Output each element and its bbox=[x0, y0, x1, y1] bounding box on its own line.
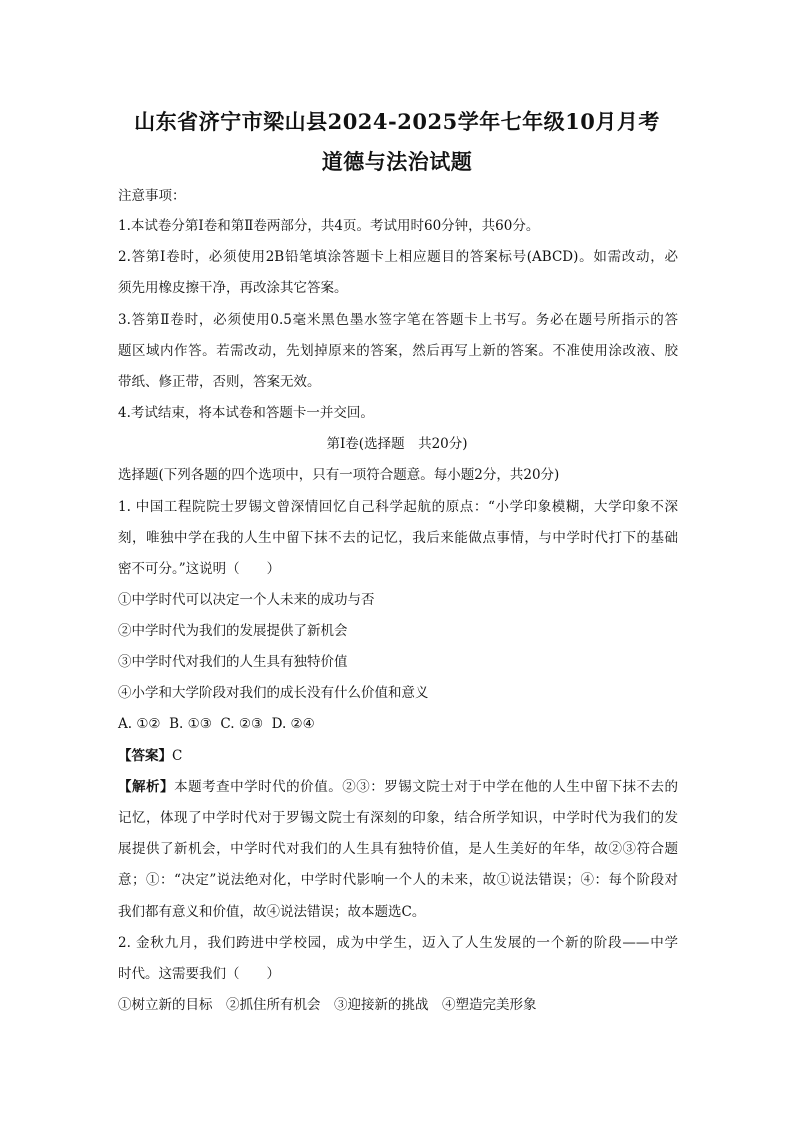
question-stem: 2. 金秋九月，我们跨进中学校园，成为中学生，迈入了人生发展的一个新的阶段——中学 bbox=[118, 935, 678, 951]
notice-item: 3.答第Ⅱ卷时，必须使用0.5毫米黑色墨水签字笔在答题卡上书写。务必在题号所指示的答 bbox=[118, 312, 678, 328]
analysis-text: 展提供了新机会，中学时代对我们的人生具有独特价值，是人生美好的年华，故②③符合题 bbox=[118, 841, 678, 857]
answer-value: C bbox=[172, 748, 183, 764]
answer-line bbox=[118, 746, 678, 766]
question-option: ④小学和大学阶段对我们的成长没有什么价值和意义 bbox=[118, 685, 429, 701]
analysis-text: 我们都有意义和价值，故④说法错误；故本题选C。 bbox=[118, 904, 426, 920]
question-option: ③中学时代对我们的人生具有独特价值 bbox=[118, 654, 348, 670]
section-heading: 第Ⅰ卷(选择题 共20分) bbox=[326, 436, 468, 452]
notice-item: 带纸、修正带，否则，答案无效。 bbox=[118, 374, 321, 390]
analysis-line bbox=[118, 777, 678, 797]
notice-item: 须先用橡皮擦干净，再改涂其它答案。 bbox=[118, 280, 348, 296]
analysis-label: 【解析】 bbox=[118, 779, 175, 795]
section-instruction: 选择题(下列各题的四个选项中，只有一项符合题意。每小题2分，共20分) bbox=[118, 467, 560, 483]
question-option: ①中学时代可以决定一个人未来的成功与否 bbox=[118, 592, 375, 608]
question-stem: 刻，唯独中学在我的人生中留下抹不去的记忆，我后来能做点事情，与中学时代打下的基础 bbox=[118, 530, 678, 546]
document-title: 山东省济宁市梁山县2024-2025学年七年级10月月考 bbox=[134, 109, 660, 134]
question-option: ②中学时代为我们的发展提供了新机会 bbox=[118, 623, 348, 639]
question-stem: 密不可分。”这说明（ ） bbox=[118, 561, 281, 577]
question-stem: 1. 中国工程院院士罗锡文曾深情回忆自己科学起航的原点：“小学印象模糊，大学印象不深 bbox=[118, 499, 678, 515]
answer-label: 【答案】 bbox=[118, 748, 172, 764]
notice-item: 题区域内作答。若需改动，先划掉原来的答案，然后再写上新的答案。不准使用涂改液、胶 bbox=[118, 343, 678, 359]
answer-choices: A. ①② B. ①③ C. ②③ D. ②④ bbox=[118, 716, 315, 732]
notice-item: 1.本试卷分第Ⅰ卷和第Ⅱ卷两部分，共4页。考试用时60分钟，共60分。 bbox=[118, 218, 540, 234]
notice-item: 4.考试结束，将本试卷和答题卡一并交回。 bbox=[118, 405, 374, 421]
analysis-text: 记忆，体现了中学时代对于罗锡文院士有深刻的印象，结合所学知识，中学时代为我们的发 bbox=[118, 810, 678, 826]
document-subtitle: 道德与法治试题 bbox=[321, 149, 473, 174]
question-options: ①树立新的目标 ②抓住所有机会 ③迎接新的挑战 ④塑造完美形象 bbox=[118, 997, 537, 1013]
notice-item: 2.答第Ⅰ卷时，必须使用2B铅笔填涂答题卡上相应题目的答案标号(ABCD)。如需改动，必 bbox=[118, 249, 678, 265]
question-stem: 时代。这需要我们（ ） bbox=[118, 966, 280, 982]
analysis-text: 本题考查中学时代的价值。②③：罗锡文院士对于中学在他的人生中留下抹不去的 bbox=[174, 779, 679, 795]
notice-heading: 注意事项： bbox=[118, 188, 186, 204]
analysis-text: 意；①：“决定”说法绝对化，中学时代影响一个人的未来，故①说法错误；④：每个阶段对 bbox=[118, 872, 678, 888]
